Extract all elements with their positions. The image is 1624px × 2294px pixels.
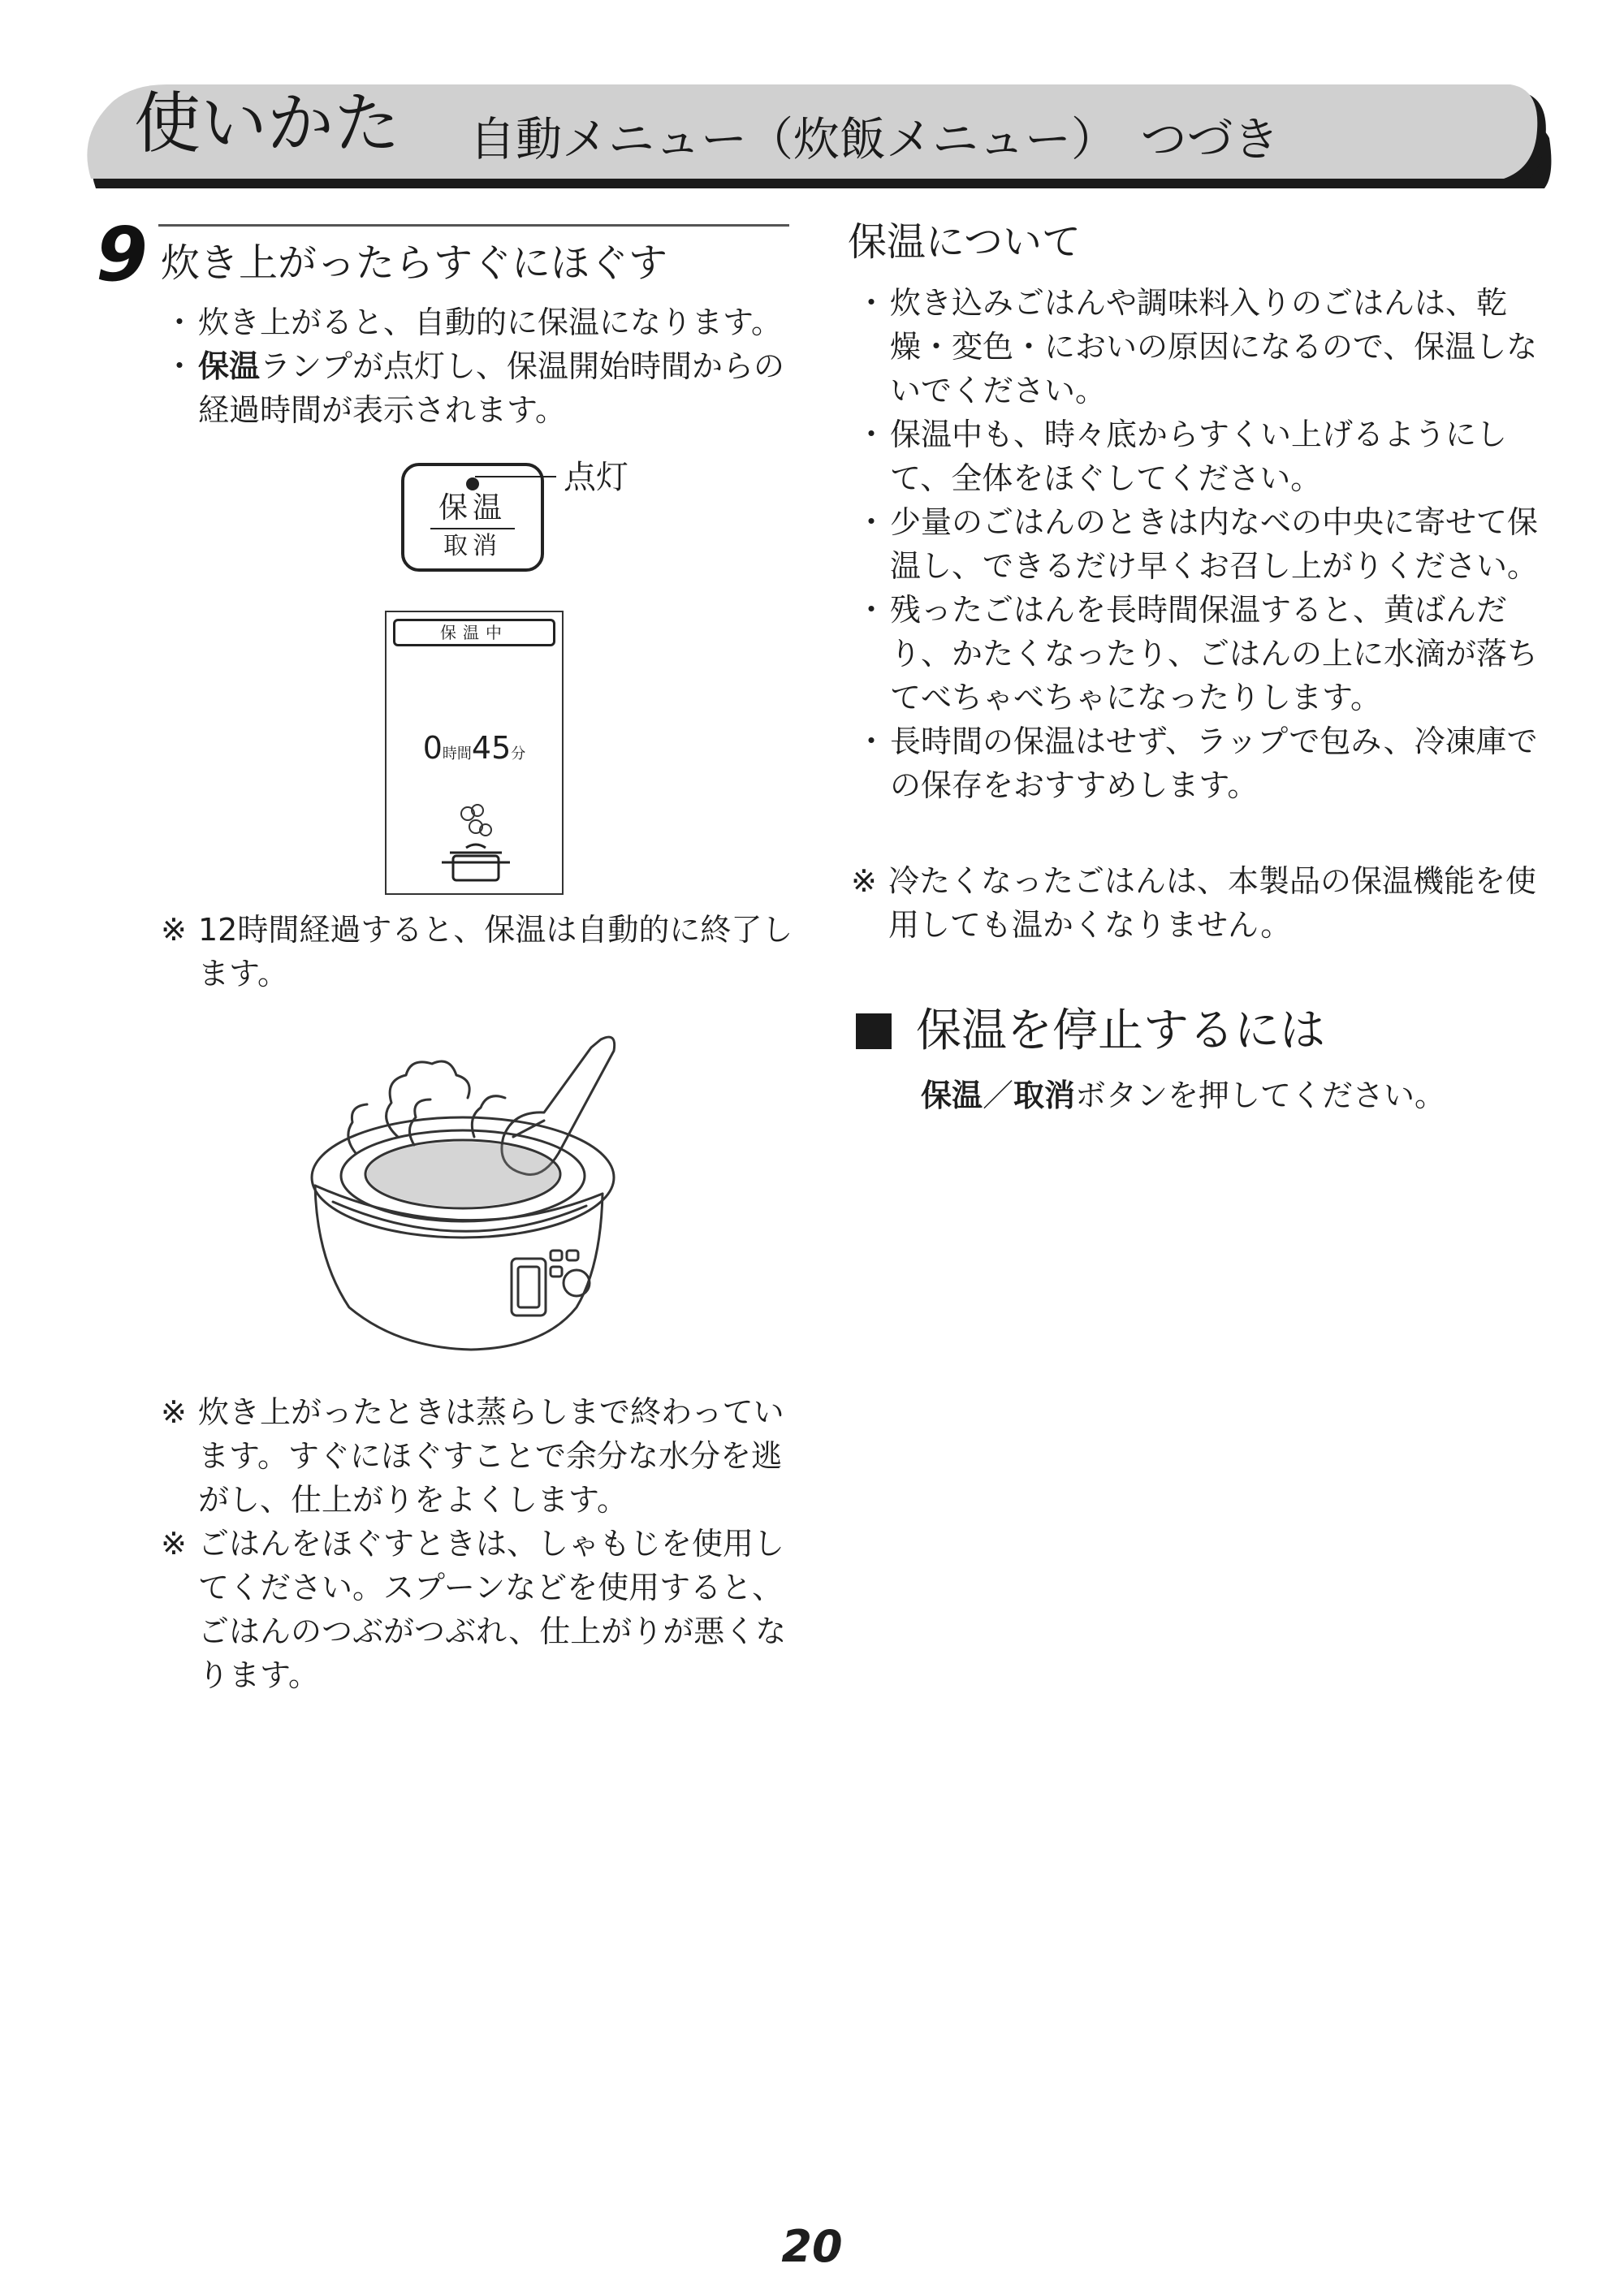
- lcd-minutes-unit: 分: [511, 745, 526, 763]
- lcd-elapsed-time: [387, 730, 562, 766]
- bullet-mark: ・: [856, 504, 888, 540]
- cancel-button-name: 取消: [1013, 1078, 1076, 1113]
- steam-icon: [435, 799, 516, 888]
- keep-warm-lamp-button: [401, 463, 544, 572]
- step-rule: [158, 224, 789, 227]
- lcd-status-pill: 保温中: [393, 619, 555, 646]
- lcd-hours: 0: [422, 730, 443, 766]
- bullet-mark: ・: [856, 417, 888, 452]
- page-title: 使いかた: [134, 85, 401, 162]
- keep-warm-bullet-list: [851, 281, 1549, 807]
- list-item: [851, 413, 1549, 500]
- note-text: 炊き上がったときは蒸らしまで終わっています。すぐにほぐすことで余分な水分を逃がし、仕上がりをよくします。: [198, 1394, 784, 1518]
- square-icon: [856, 1013, 892, 1049]
- keep-warm-heading: 保温について: [848, 219, 1082, 265]
- bullet-text: 長時間の保温はせず、ラップで包み、冷凍庫での保存をおすすめします。: [890, 724, 1538, 803]
- keep-warm-note: [851, 859, 1549, 947]
- note-item: [161, 908, 802, 996]
- bullet-mark: ・: [164, 305, 196, 340]
- note: [161, 1390, 802, 1522]
- note-text: 12時間経過すると、保温は自動的に終了します。: [198, 912, 793, 991]
- page-subtitle: 自動メニュー（炊飯メニュー） つづき: [469, 113, 1280, 166]
- note-list: [161, 1390, 802, 1697]
- note-mark: ※: [851, 863, 877, 899]
- lcd-display: [385, 611, 564, 895]
- instruction-text: ボタンを押してください。: [1075, 1078, 1446, 1113]
- bullet-bold-term: 保温: [198, 348, 261, 384]
- list-item: [851, 588, 1549, 719]
- page-number: 20: [781, 2221, 843, 2272]
- list-item: [851, 500, 1549, 588]
- note: [851, 859, 1549, 947]
- bullet-mark: ・: [164, 348, 196, 384]
- bullet-text: 少量のごはんのときは内なべの中央に寄せて保温し、できるだけ早くお召し上がりください。: [890, 504, 1539, 584]
- callout-leader-line: [475, 476, 556, 477]
- separator: ／: [983, 1078, 1014, 1113]
- bullet-text: 残ったごはんを長時間保温すると、黄ばんだり、かたくなったり、ごはんの上に水滴が落ちてべちゃべちゃになったりします。: [890, 592, 1539, 715]
- keep-warm-button-name: 保温: [921, 1078, 983, 1113]
- pot-icon: [442, 845, 510, 880]
- step-title: 炊き上がったらすぐにほぐす: [161, 240, 668, 286]
- note-text: ごはんをほぐすときは、しゃもじを使用してください。スプーンなどを使用すると、ごはんのつぶがつぶれ、仕上がりが悪くなります。: [198, 1526, 787, 1693]
- bullet-mark: ・: [856, 285, 888, 321]
- rice-cooker-icon: [300, 1015, 625, 1372]
- lcd-hours-unit: 時間: [442, 745, 472, 763]
- list-item: [159, 300, 801, 344]
- bullet-mark: ・: [856, 724, 888, 759]
- bullet-text: 保温中も、時々底からすくい上げるようにして、全体をほぐしてください。: [890, 417, 1508, 496]
- step-bullet-list: [159, 300, 801, 432]
- lamp-divider: [430, 528, 515, 529]
- stop-heading-text: 保温を停止するには: [916, 1004, 1325, 1057]
- bullet-mark: ・: [856, 592, 888, 628]
- note: [161, 1522, 802, 1697]
- bullet-text: 炊き上がると、自動的に保温になります。: [198, 305, 782, 340]
- step-number: 9: [96, 211, 149, 298]
- header-banner: [0, 0, 1624, 211]
- note-text: 冷たくなったごはんは、本製品の保温機能を使用しても温かくなりません。: [888, 863, 1537, 943]
- note-mark: ※: [161, 1526, 187, 1562]
- note: [161, 908, 802, 996]
- list-item: [851, 281, 1549, 413]
- bullet-text: 炊き込みごはんや調味料入りのごはんは、乾燥・変色・においの原因になるので、保温しないでください。: [890, 285, 1538, 408]
- note-mark: ※: [161, 1394, 187, 1430]
- stop-keep-warm-heading: [856, 1004, 1325, 1058]
- lamp-indicator: [466, 477, 479, 490]
- lcd-minutes: 45: [471, 730, 512, 766]
- stop-instruction: [921, 1074, 1445, 1117]
- list-item: [851, 719, 1549, 807]
- lamp-callout-label: 点灯: [564, 459, 628, 496]
- bullet-text: ランプが点灯し、保温開始時間からの経過時間が表示されます。: [198, 348, 785, 428]
- lamp-top-label: 保温: [438, 491, 507, 525]
- lamp-bottom-label: 取消: [443, 532, 502, 560]
- list-item: [159, 344, 801, 432]
- note-mark: ※: [161, 912, 187, 948]
